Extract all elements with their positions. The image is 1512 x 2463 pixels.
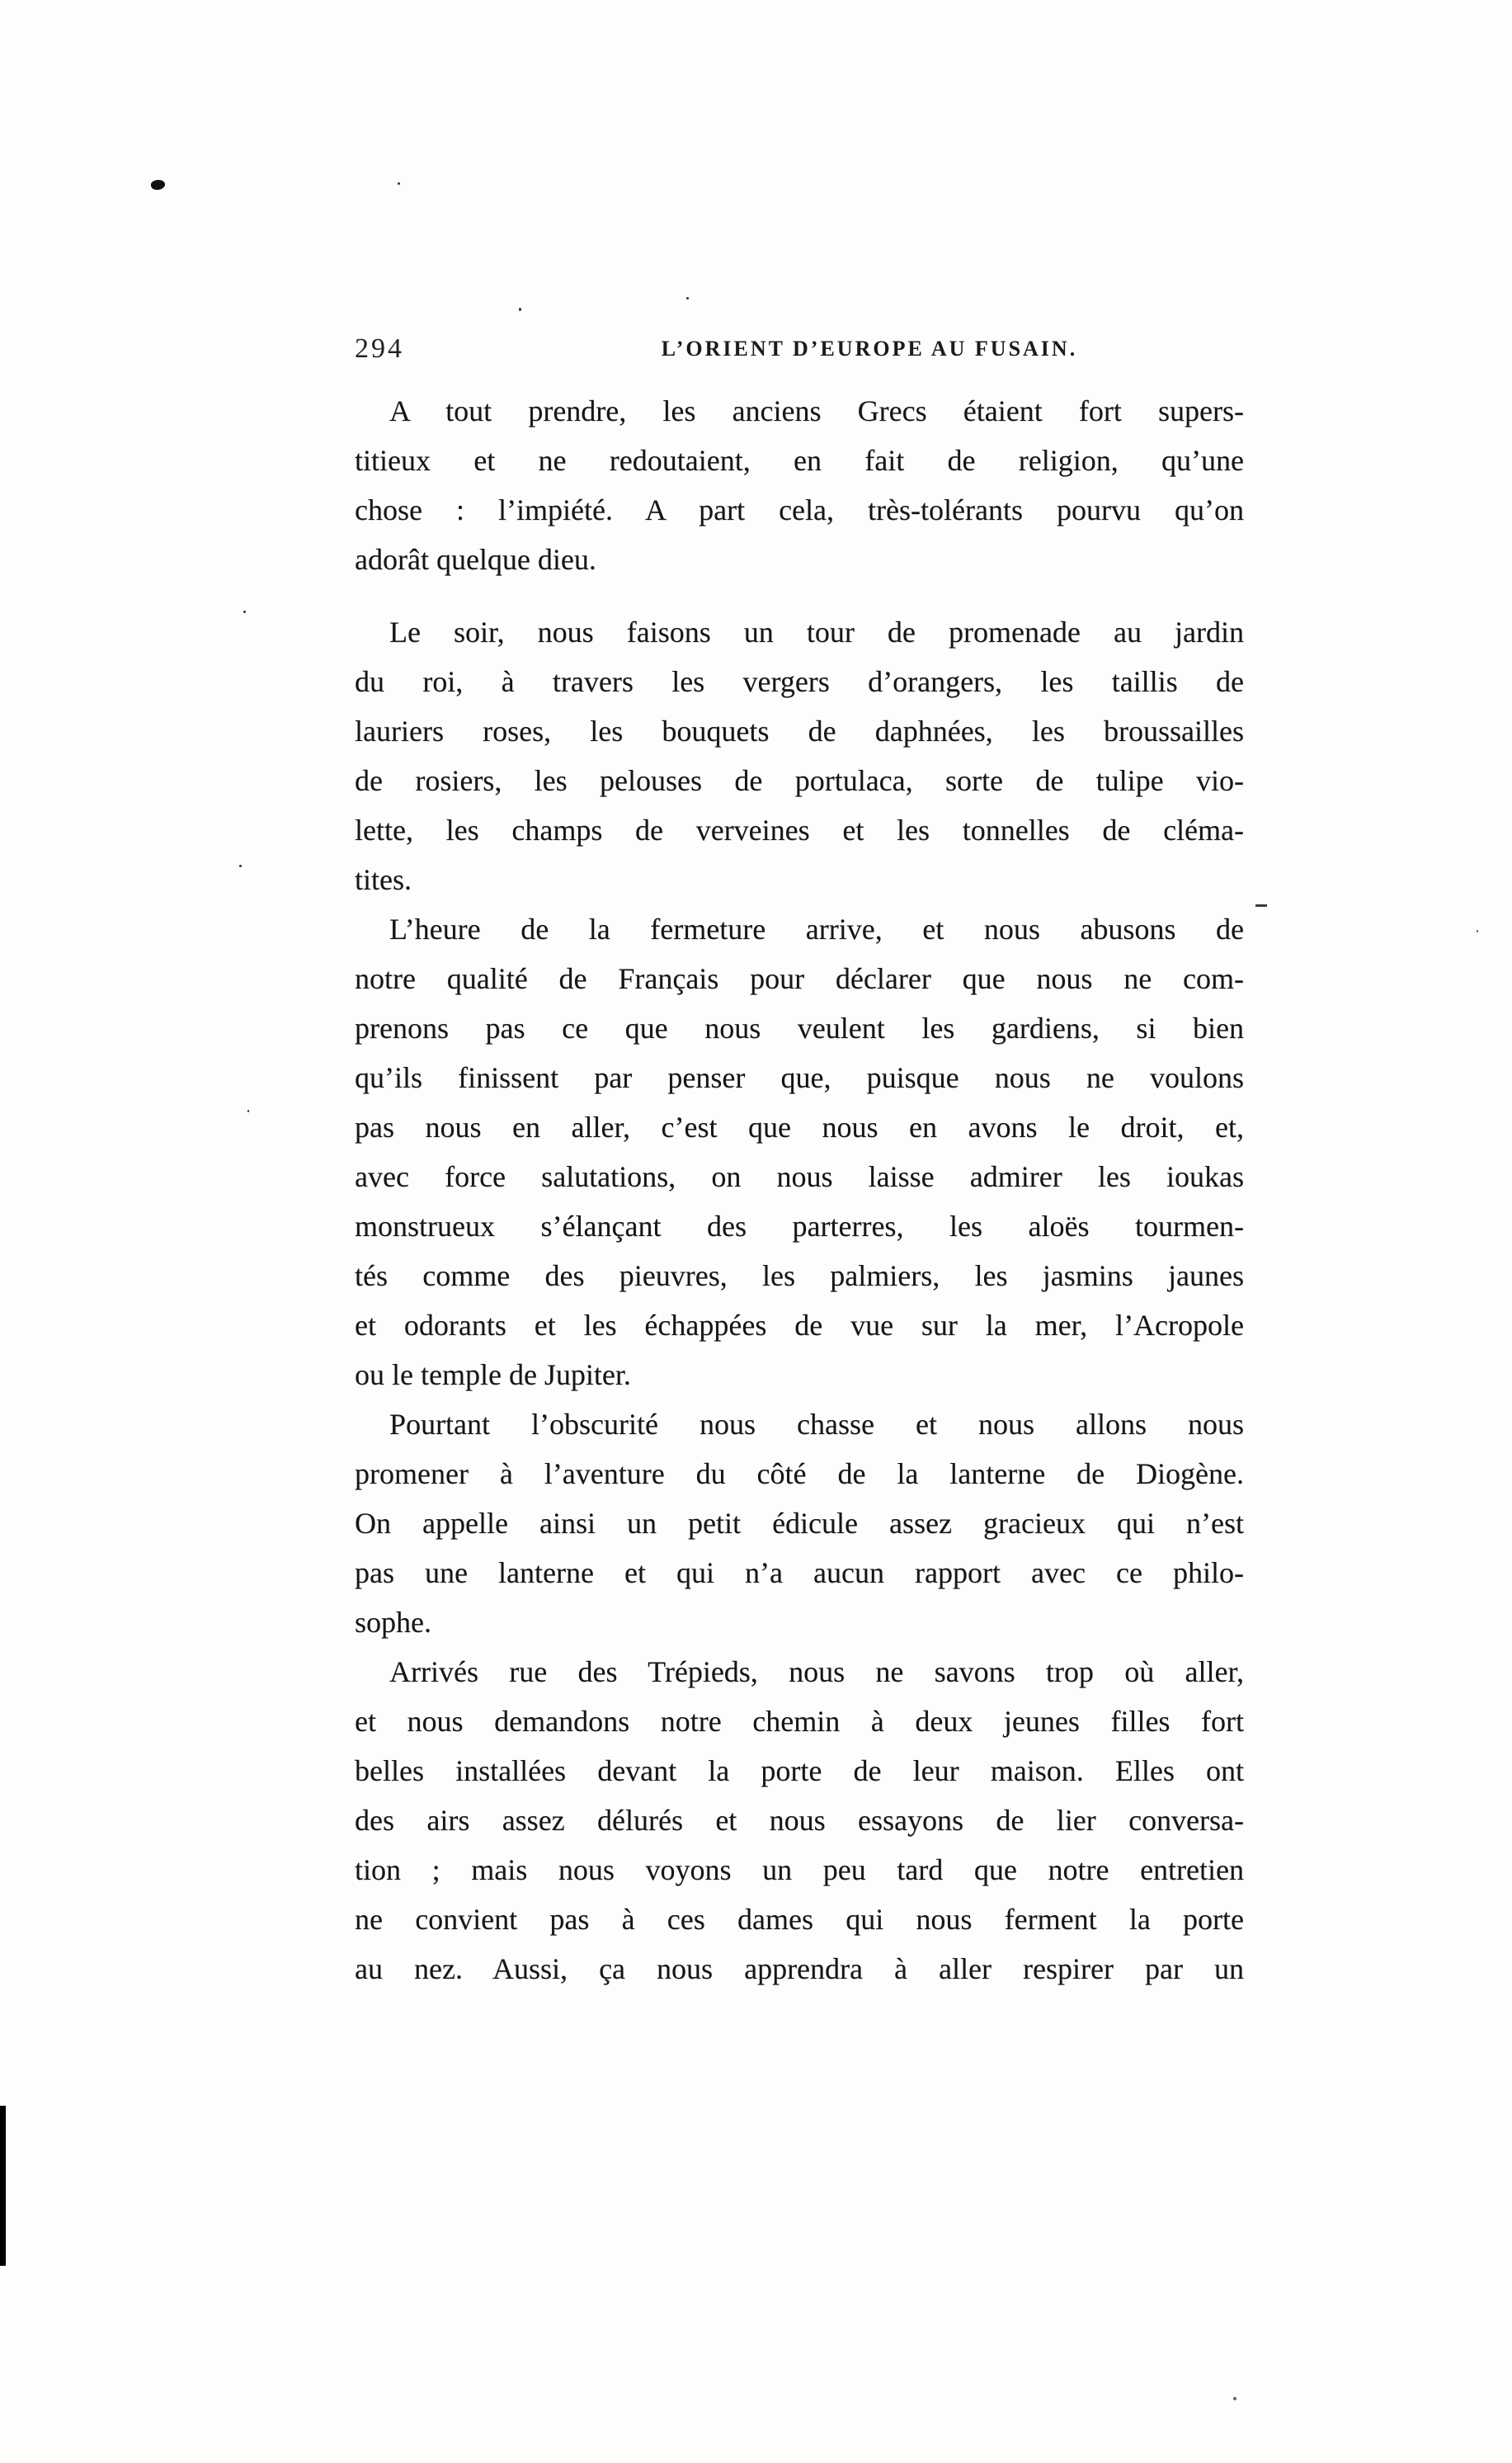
scan-dash-mark — [1255, 904, 1267, 907]
running-title: L’ORIENT D’EUROPE AU FUSAIN. — [661, 337, 1078, 361]
text-line: et odorants et les échappées de vue sur la mer, l’Acropole — [355, 1309, 1244, 1342]
page-number: 294 — [355, 333, 404, 364]
text-line: ou le temple de Jupiter. — [355, 1358, 631, 1391]
text-line: L’heure de la fermeture arrive, et nous abusons de — [389, 913, 1244, 946]
text-line: pas nous en aller, c’est que nous en avons le droit, et, — [355, 1111, 1244, 1144]
scan-speck — [247, 1110, 249, 1112]
text-line: tés comme des pieuvres, les palmiers, les jasmins jaunes — [355, 1259, 1244, 1292]
scan-speck — [398, 182, 400, 185]
text-line: A tout prendre, les anciens Grecs étaient fort supers- — [389, 394, 1244, 427]
text-line: et nous demandons notre chemin à deux jeunes filles fort — [355, 1705, 1244, 1738]
text-line: titieux et ne redoutaient, en fait de religion, qu’une — [355, 444, 1244, 477]
paragraph — [355, 607, 1244, 904]
text-line: Arrivés rue des Trépieds, nous ne savons trop où aller, — [389, 1655, 1244, 1688]
text-line: lauriers roses, les bouquets de daphnées, les broussailles — [355, 715, 1244, 748]
text-line: du roi, à travers les vergers d’orangers, les taillis de — [355, 665, 1244, 698]
scan-speck — [519, 308, 521, 311]
text-line: lette, les champs de verveines et les tonnelles de cléma- — [355, 814, 1244, 847]
text-line: On appelle ainsi un petit édicule assez gracieux qui n’est — [355, 1507, 1244, 1540]
scan-speck — [1477, 930, 1478, 932]
paragraph — [355, 1647, 1244, 1994]
paragraph — [355, 904, 1244, 1399]
scan-edge-mark — [0, 2106, 6, 2266]
scan-speck — [686, 297, 689, 300]
text-line: belles installées devant la porte de leur maison. Elles ont — [355, 1754, 1244, 1787]
text-line: chose : l’impiété. A part cela, très-tolérants pourvu qu’on — [355, 493, 1244, 526]
scan-speck — [239, 865, 242, 867]
text-line: Le soir, nous faisons un tour de promenade au jardin — [389, 616, 1244, 649]
text-line: qu’ils finissent par penser que, puisque nous ne voulons — [355, 1061, 1244, 1094]
text-line: ne convient pas à ces dames qui nous ferment la porte — [355, 1903, 1244, 1936]
text-line: de rosiers, les pelouses de portulaca, sorte de tulipe vio- — [355, 764, 1244, 797]
text-line: prenons pas ce que nous veulent les gardiens, si bien — [355, 1012, 1244, 1045]
scan-speck — [243, 611, 246, 613]
text-line: des airs assez délurés et nous essayons de lier conversa- — [355, 1804, 1244, 1837]
text-line: adorât quelque dieu. — [355, 543, 596, 576]
text-line: au nez. Aussi, ça nous apprendra à aller respirer par un — [355, 1952, 1244, 1985]
text-line: tion ; mais nous voyons un peu tard que notre entretien — [355, 1853, 1244, 1886]
text-line: avec force salutations, on nous laisse admirer les ioukas — [355, 1160, 1244, 1193]
text-line: promener à l’aventure du côté de la lanterne de Diogène. — [355, 1457, 1244, 1490]
body-text — [355, 386, 1244, 1994]
scan-ink-blob — [150, 178, 166, 191]
text-line: pas une lanterne et qui n’a aucun rapport avec ce philo- — [355, 1556, 1244, 1589]
paragraph — [355, 1399, 1244, 1647]
scan-speck — [1233, 2397, 1236, 2400]
text-line: Pourtant l’obscurité nous chasse et nous allons nous — [389, 1408, 1244, 1441]
text-line: monstrueux s’élançant des parterres, les aloës tourmen- — [355, 1210, 1244, 1243]
text-line: sophe. — [355, 1606, 431, 1639]
text-line: tites. — [355, 863, 412, 896]
paragraph — [355, 386, 1244, 584]
text-line: notre qualité de Français pour déclarer que nous ne com- — [355, 962, 1244, 995]
running-header — [355, 332, 1244, 373]
